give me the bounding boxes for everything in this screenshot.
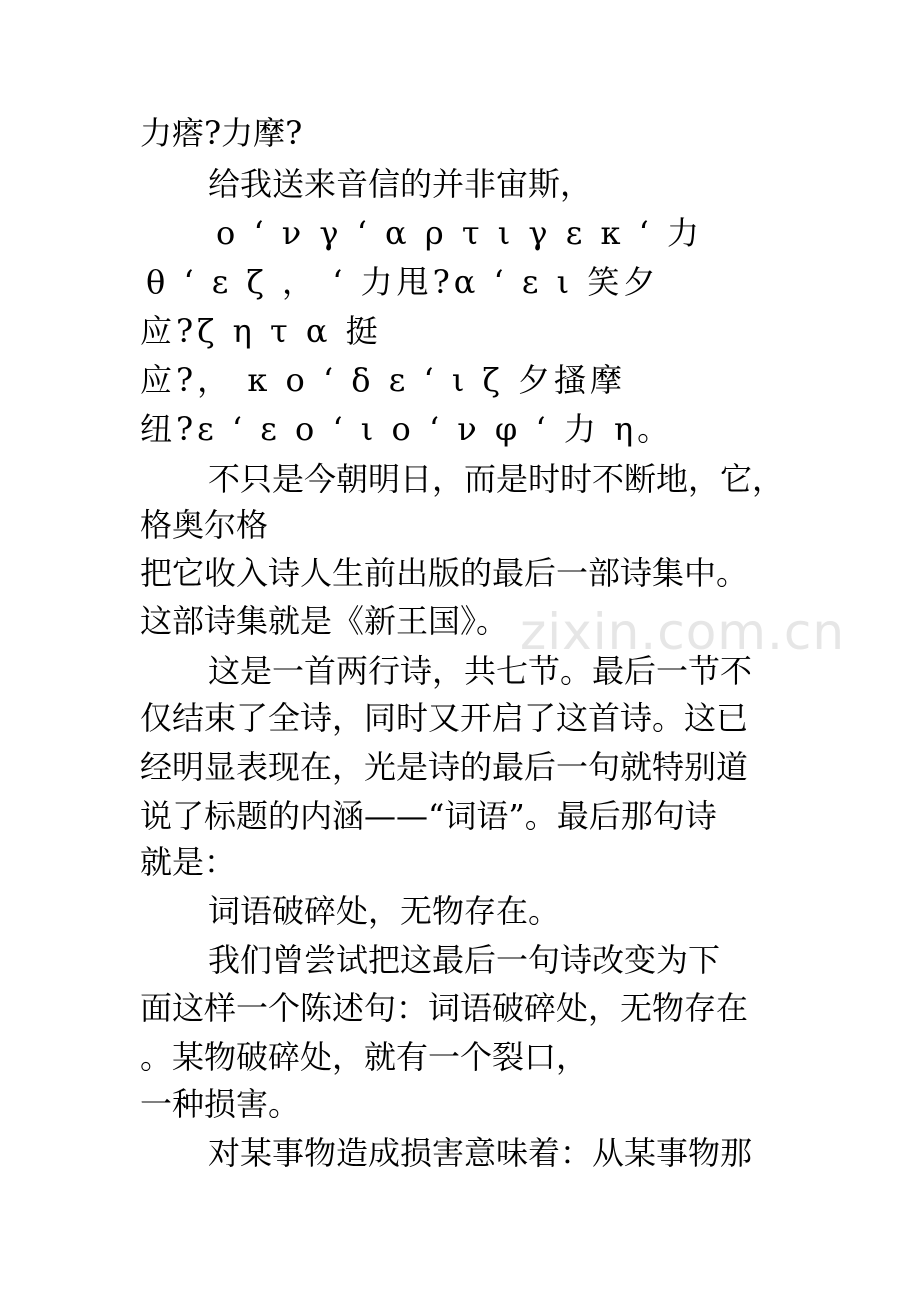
text-line: 就是： (140, 843, 237, 881)
greek-text-line: 应?ζ η τ α 挺 (140, 312, 382, 350)
text-line: 一种损害。 (140, 1085, 301, 1123)
text-line: 经明显表现在，光是诗的最后一句就特别道 (140, 748, 749, 786)
text-line: 这是一首两行诗，共七节。最后一节不 (208, 652, 753, 690)
text-line: 对某事物造成损害意味着：从某事物那 (208, 1134, 753, 1172)
text-line: 面这样一个陈述句：词语破碎处，无物存在 (140, 989, 749, 1027)
text-line: 给我送来音信的并非宙斯， (208, 165, 593, 203)
text-line: 这部诗集就是《新王国》。 (140, 602, 509, 640)
text-line: 把它收入诗人生前出版的最后一部诗集中。 (140, 554, 749, 592)
greek-text-line: 纽?ε ‘ ε ο ‘ ι ο ‘ ν φ ‘ 力 η。 (140, 410, 674, 448)
text-line: 仅结束了全诗，同时又开启了这首诗。这已 (140, 699, 749, 737)
watermark: zixin.com.cn (520, 603, 846, 661)
text-line: 。某物破碎处，就有一个裂口， (140, 1038, 589, 1076)
greek-text-line: 应?， κ ο ‘ δ ε ‘ ι ζ 夕搔摩 (140, 361, 627, 399)
text-line: 不只是今朝明日，而是时时不断地，它， (208, 460, 785, 498)
text-line: 词语破碎处，无物存在。 (208, 892, 561, 930)
text-line: 说了标题的内涵——“词语”。最后那句诗 (140, 797, 717, 835)
text-line: 格奥尔格 (140, 506, 269, 544)
text-line: 我们曾尝试把这最后一句诗改变为下 (208, 941, 721, 979)
greek-text-line: θ ‘ ε ζ ， ‘ 力甩?α ‘ ε ι 笑夕 (146, 263, 660, 301)
text-line: 力瘩?力摩? (140, 114, 303, 152)
greek-text-line: ο ‘ ν γ ‘ α ρ τ ι γ ε κ ‘ 力 (216, 214, 703, 252)
